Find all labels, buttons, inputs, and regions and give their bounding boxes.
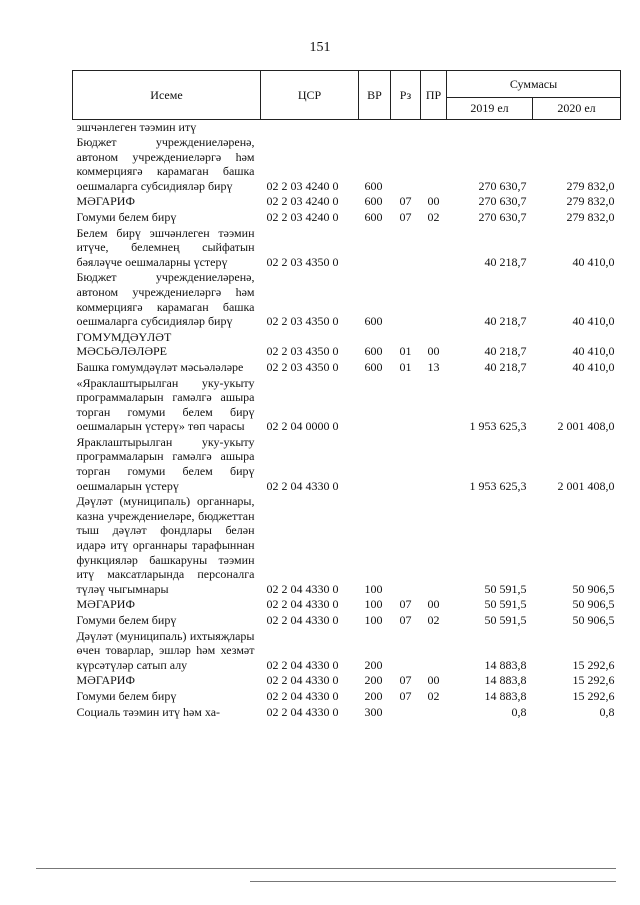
cell-s1: 270 630,7 xyxy=(478,194,527,209)
cell-s1: 50 591,5 xyxy=(484,597,527,612)
cell-vr: 100 xyxy=(364,613,383,627)
cell-s1 xyxy=(447,120,533,136)
cell-csr: 02 2 03 4350 0 xyxy=(266,254,339,269)
cell-s1: 40 218,7 xyxy=(484,359,527,374)
page-number: 151 xyxy=(309,40,331,55)
cell-vr: 600 xyxy=(364,314,383,329)
table-body xyxy=(73,120,621,721)
cell-s2: 279 832,0 xyxy=(566,209,615,224)
table-row xyxy=(73,135,621,194)
cell-csr: 02 2 04 4330 0 xyxy=(266,478,339,493)
cell-vr: 200 xyxy=(364,657,383,672)
cell-vr xyxy=(359,120,391,136)
cell-name: «Яраклаштырылган уку-укыту программаларын гамәлгә ашыра торган гомуми белем бирү оешмаларын үстерү» төп чарасы xyxy=(76,375,255,434)
cell-s2: 15 292,6 xyxy=(572,688,615,703)
cell-vr: 100 xyxy=(364,581,383,596)
cell-name: Гомуми белем бирү xyxy=(76,688,177,703)
table-row xyxy=(73,435,621,494)
cell-s2: 2 001 408,0 xyxy=(557,419,615,434)
cell-vr: 100 xyxy=(364,597,383,612)
cell-s1: 0,8 xyxy=(511,704,527,719)
header-csr: ЦСР xyxy=(261,71,359,120)
cell-name: Дәүләт (муниципаль) ихтыяҗлары өчен товарлар, эшләр һәм хезмәт күрсәтүләр сатып алу xyxy=(76,628,255,672)
cell-s2: 40 410,0 xyxy=(572,359,615,374)
cell-rz xyxy=(391,120,421,136)
cell-s1: 40 218,7 xyxy=(484,254,527,269)
cell-pr xyxy=(421,705,447,721)
cell-rz: 07 xyxy=(399,688,412,703)
cell-rz xyxy=(391,135,421,194)
cell-csr: 02 2 04 4330 0 xyxy=(266,688,339,703)
footer-rule-bottom xyxy=(250,881,616,882)
cell-csr: 02 2 03 4350 0 xyxy=(266,359,339,374)
cell-name: Бюджет учреждениеләренә, автоном учреждениеләргә һәм коммерциягә карамаган башка оешмаларга субсидияләр бирү xyxy=(76,135,255,193)
cell-name: Гомуми белем бирү xyxy=(76,209,177,224)
cell-name: Социаль тәэмин итү һәм ха- xyxy=(76,704,221,719)
cell-pr: 00 xyxy=(427,673,440,688)
table-row xyxy=(73,689,621,705)
header-name: Исеме xyxy=(73,71,261,120)
table-row xyxy=(73,597,621,613)
cell-vr: 600 xyxy=(364,194,383,209)
header-sums: Суммасы xyxy=(447,71,621,98)
cell-s2: 40 410,0 xyxy=(572,254,615,269)
cell-rz xyxy=(391,435,421,494)
cell-s1: 50 591,5 xyxy=(484,613,527,627)
cell-csr: 02 2 04 4330 0 xyxy=(266,581,339,596)
cell-pr: 02 xyxy=(427,209,440,224)
cell-pr: 00 xyxy=(427,194,440,209)
cell-s2: 279 832,0 xyxy=(566,194,615,209)
budget-table xyxy=(72,70,621,720)
cell-s2: 40 410,0 xyxy=(572,314,615,329)
cell-s1: 14 883,8 xyxy=(484,688,527,703)
cell-vr: 600 xyxy=(364,344,383,359)
cell-s2: 15 292,6 xyxy=(572,657,615,672)
cell-name: Гомуми белем бирү xyxy=(76,613,177,627)
header-pr: ПР xyxy=(421,71,447,120)
cell-rz xyxy=(391,270,421,329)
cell-s1: 1 953 625,3 xyxy=(469,419,527,434)
cell-name: эшчәнлеген тәэмин итү xyxy=(76,120,197,134)
cell-s1: 14 883,8 xyxy=(484,673,527,688)
cell-rz: 07 xyxy=(399,613,412,627)
cell-vr: 600 xyxy=(364,178,383,193)
cell-s2: 50 906,5 xyxy=(572,597,615,612)
cell-s1: 270 630,7 xyxy=(478,209,527,224)
cell-name: Башка гомумдәүләт мәсьәләләре xyxy=(76,359,244,374)
cell-s1: 40 218,7 xyxy=(484,344,527,359)
cell-pr: 00 xyxy=(427,597,440,612)
cell-s2: 50 906,5 xyxy=(572,613,615,627)
cell-vr: 600 xyxy=(364,359,383,374)
cell-name: МӘГАРИФ xyxy=(76,673,135,688)
cell-csr: 02 2 03 4240 0 xyxy=(266,209,339,224)
cell-s2: 50 906,5 xyxy=(572,581,615,596)
cell-csr: 02 2 04 0000 0 xyxy=(266,419,339,434)
footer-rule-top xyxy=(36,868,616,869)
cell-s2 xyxy=(533,120,621,136)
header-year-2020: 2020 ел xyxy=(533,98,621,120)
table-row xyxy=(73,673,621,689)
cell-csr xyxy=(261,120,359,136)
header-vr: ВР xyxy=(359,71,391,120)
cell-s1: 1 953 625,3 xyxy=(469,478,527,493)
cell-s2: 279 832,0 xyxy=(566,178,615,193)
cell-csr: 02 2 03 4240 0 xyxy=(266,178,339,193)
table-row xyxy=(73,705,621,721)
cell-pr xyxy=(421,376,447,435)
cell-vr: 200 xyxy=(364,688,383,703)
cell-pr xyxy=(421,270,447,329)
cell-name: Белем бирү эшчәнлеген тәэмин итүче, белемнең сыйфатын бәяләүче оешмаларны үстерү xyxy=(76,225,255,269)
cell-pr: 02 xyxy=(427,688,440,703)
cell-csr: 02 2 04 4330 0 xyxy=(266,704,339,719)
cell-vr xyxy=(359,435,391,494)
header-rz: Рз xyxy=(391,71,421,120)
cell-name: ГОМУМДӘҮЛӘТ МӘСЬӘЛӘЛӘРЕ xyxy=(76,329,172,359)
cell-csr: 02 2 04 4330 0 xyxy=(266,673,339,688)
cell-csr: 02 2 04 4330 0 xyxy=(266,613,339,627)
cell-name: Дәүләт (муниципаль) органнары, казна учреждениеләре, бюджеттан тыш дәүләт фондлары белән идарә итү органнары тарафыннан функцияләр башкаруны тәэмин итү максатларында персоналга түләү чыгымнары xyxy=(76,494,255,596)
cell-s2: 2 001 408,0 xyxy=(557,478,615,493)
table-row xyxy=(73,210,621,226)
cell-pr xyxy=(421,135,447,194)
cell-rz xyxy=(391,705,421,721)
cell-s2: 15 292,6 xyxy=(572,673,615,688)
cell-csr: 02 2 03 4350 0 xyxy=(266,344,339,359)
cell-pr xyxy=(421,494,447,597)
cell-rz xyxy=(391,376,421,435)
cell-rz: 07 xyxy=(399,194,412,209)
cell-csr: 02 2 04 4330 0 xyxy=(266,657,339,672)
table-row xyxy=(73,120,621,136)
table-row xyxy=(73,226,621,271)
cell-name: Бюджет учреждениеләренә, автоном учреждениеләргә һәм коммерциягә карамаган башка оешмаларга субсидияләр бирү xyxy=(76,270,255,329)
cell-rz: 01 xyxy=(399,359,412,374)
cell-s1: 14 883,8 xyxy=(484,657,527,672)
cell-csr: 02 2 03 4350 0 xyxy=(266,314,339,329)
cell-vr: 200 xyxy=(364,673,383,688)
cell-pr xyxy=(421,435,447,494)
cell-rz: 07 xyxy=(399,209,412,224)
cell-s1: 40 218,7 xyxy=(484,314,527,329)
cell-pr: 13 xyxy=(427,359,440,374)
cell-rz xyxy=(391,494,421,597)
table-row xyxy=(73,629,621,674)
table-row xyxy=(73,330,621,360)
table-row xyxy=(73,194,621,210)
cell-pr xyxy=(421,629,447,674)
cell-rz: 01 xyxy=(399,344,412,359)
cell-pr xyxy=(421,226,447,271)
cell-name: МӘГАРИФ xyxy=(76,194,135,209)
table-row xyxy=(73,494,621,597)
cell-name: МӘГАРИФ xyxy=(76,597,135,612)
cell-s2: 0,8 xyxy=(599,704,615,719)
cell-pr: 02 xyxy=(427,613,440,627)
cell-pr: 00 xyxy=(427,344,440,359)
cell-s2: 40 410,0 xyxy=(572,344,615,359)
table-header xyxy=(73,71,621,120)
cell-rz: 07 xyxy=(399,673,412,688)
cell-s1: 270 630,7 xyxy=(478,178,527,193)
cell-rz: 07 xyxy=(399,597,412,612)
table-row xyxy=(73,376,621,435)
cell-vr xyxy=(359,226,391,271)
cell-name: Яраклаштырылган уку-укыту программаларын гамәлгә ашыра торган гомуми белем бирү оешмаларын үстерү xyxy=(76,434,255,493)
cell-vr: 600 xyxy=(364,209,383,224)
header-year-2019: 2019 ел xyxy=(447,98,533,120)
cell-vr xyxy=(359,376,391,435)
table-row xyxy=(73,270,621,329)
cell-rz xyxy=(391,629,421,674)
cell-csr: 02 2 04 4330 0 xyxy=(266,597,339,612)
cell-vr: 300 xyxy=(364,704,383,719)
cell-rz xyxy=(391,226,421,271)
table-row xyxy=(73,613,621,629)
table-row xyxy=(73,360,621,376)
cell-pr xyxy=(421,120,447,136)
cell-csr: 02 2 03 4240 0 xyxy=(266,194,339,209)
cell-s1: 50 591,5 xyxy=(484,581,527,596)
